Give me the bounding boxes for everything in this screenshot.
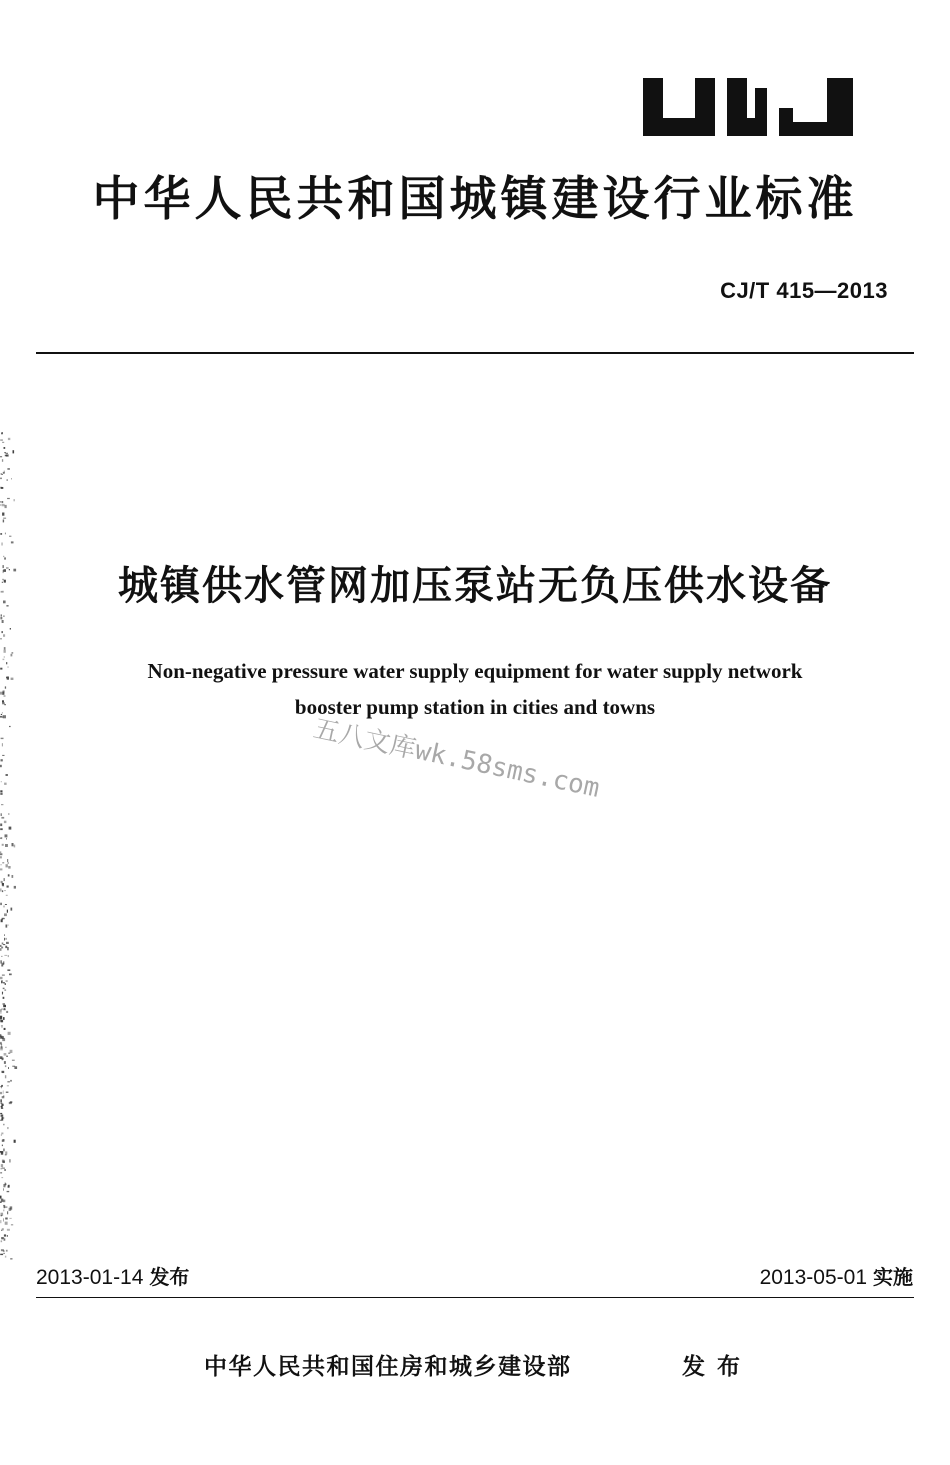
- scan-noise-speck: [3, 616, 5, 617]
- scan-noise-speck: [5, 505, 7, 508]
- scan-noise-speck: [0, 824, 2, 827]
- scan-noise-speck: [2, 582, 3, 583]
- scan-noise-speck: [6, 1056, 8, 1057]
- scan-noise-speck: [3, 961, 4, 964]
- scan-noise-speck: [0, 692, 1, 695]
- scan-noise-speck: [5, 533, 6, 535]
- scan-noise-speck: [1, 1115, 4, 1117]
- scan-noise-speck: [0, 790, 2, 792]
- scan-noise-speck: [11, 478, 12, 479]
- implementation-date-label: 实施: [873, 1265, 913, 1289]
- scan-noise-speck: [9, 827, 12, 830]
- scan-noise-speck: [1, 947, 3, 949]
- scan-noise-speck: [4, 447, 6, 449]
- scan-noise-speck: [7, 1127, 8, 1129]
- scan-noise-speck: [4, 1207, 7, 1208]
- scan-noise-speck: [7, 1235, 8, 1237]
- scan-noise-speck: [6, 1092, 9, 1094]
- scan-noise-speck: [9, 974, 12, 976]
- scan-noise-speck: [3, 659, 5, 660]
- scan-noise-speck: [6, 662, 7, 664]
- scan-noise-speck: [1, 1008, 4, 1009]
- scan-noise-speck: [2, 513, 4, 516]
- scan-noise-speck: [3, 601, 6, 604]
- scan-noise-speck: [2, 755, 4, 756]
- scan-noise-speck: [0, 533, 2, 535]
- scan-noise-speck: [1, 956, 2, 957]
- scan-noise-speck: [5, 1075, 6, 1078]
- scan-noise-speck: [0, 504, 1, 506]
- scan-noise-speck: [2, 501, 4, 503]
- scan-noise-speck: [1, 804, 3, 805]
- scan-noise-speck: [4, 821, 7, 823]
- scan-noise-speck: [12, 843, 14, 846]
- scan-noise-speck: [0, 1220, 1, 1223]
- scan-noise-speck: [2, 1036, 4, 1039]
- scan-noise-speck: [1, 881, 3, 883]
- scan-noise-speck: [2, 1161, 5, 1164]
- scan-noise-speck: [2, 432, 3, 433]
- scan-noise-speck: [0, 793, 2, 795]
- scan-noise-speck: [5, 1183, 6, 1186]
- scan-noise-speck: [2, 442, 4, 443]
- scan-noise-speck: [0, 1120, 1, 1121]
- scan-noise-speck: [3, 1003, 6, 1004]
- scan-noise-speck: [9, 569, 10, 570]
- scan-noise-speck: [2, 459, 3, 462]
- scan-noise-speck: [6, 677, 7, 679]
- scan-noise-speck: [0, 765, 2, 767]
- scan-noise-speck: [0, 1196, 1, 1197]
- bottom-divider: [36, 1297, 914, 1298]
- publisher-name: 中华人民共和国住房和城乡建设部: [204, 1354, 572, 1380]
- scan-noise-speck: [2, 702, 5, 704]
- scan-noise-speck: [9, 536, 11, 537]
- scan-noise-speck: [5, 453, 8, 454]
- scan-noise-speck: [2, 1096, 5, 1098]
- scan-noise-speck: [5, 983, 6, 985]
- scan-noise-speck: [7, 468, 9, 470]
- scan-noise-speck: [1, 1230, 2, 1231]
- scan-noise-speck: [4, 580, 6, 583]
- scan-noise-speck: [0, 853, 2, 855]
- scan-noise-speck: [5, 938, 6, 940]
- scan-noise-speck: [3, 569, 6, 572]
- scan-noise-speck: [0, 828, 3, 830]
- scan-noise-speck: [14, 845, 16, 848]
- scan-noise-speck: [2, 692, 4, 695]
- scan-noise-speck: [10, 1258, 12, 1260]
- scan-noise-speck: [1, 714, 2, 715]
- scan-noise-speck: [6, 980, 8, 981]
- scan-noise-speck: [7, 1081, 9, 1083]
- scan-noise-speck: [13, 569, 16, 572]
- scan-noise-speck: [3, 715, 6, 718]
- scan-noise-speck: [1, 1177, 3, 1178]
- standard-number: CJ/T 415—2013: [720, 278, 888, 303]
- scan-noise-speck: [12, 1066, 15, 1067]
- scan-noise-speck: [10, 628, 11, 629]
- scan-noise-speck: [7, 910, 8, 913]
- scan-noise-speck: [1, 1036, 2, 1038]
- scan-noise-speck: [0, 903, 2, 905]
- scan-noise-speck: [1, 1168, 3, 1169]
- scan-noise-speck: [4, 1124, 5, 1126]
- scan-noise-speck: [3, 1149, 4, 1152]
- scan-noise-speck: [1, 1103, 3, 1104]
- scan-noise-speck: [6, 925, 8, 928]
- scan-noise-speck: [12, 875, 14, 878]
- scan-noise-speck: [14, 886, 16, 889]
- scan-noise-speck: [1, 1240, 2, 1242]
- scan-noise-speck: [2, 504, 5, 506]
- scan-noise-speck: [7, 479, 8, 481]
- scan-noise-speck: [7, 1085, 9, 1086]
- scan-noise-speck: [5, 1218, 8, 1220]
- scan-noise-speck: [1, 614, 2, 616]
- scan-noise-speck: [0, 501, 1, 502]
- scan-noise-speck: [5, 834, 8, 837]
- scan-noise-speck: [2, 862, 4, 864]
- scan-noise-speck: [9, 1218, 11, 1219]
- scan-noise-speck: [2, 1168, 5, 1169]
- scan-noise-speck: [0, 638, 1, 640]
- scan-noise-speck: [0, 440, 3, 441]
- scan-noise-speck: [0, 668, 2, 670]
- scan-noise-speck: [1, 759, 3, 761]
- issue-date-label: 发布: [149, 1265, 190, 1289]
- scan-noise-speck: [12, 1060, 15, 1061]
- scan-noise-speck: [12, 652, 14, 653]
- scan-noise-speck: [3, 518, 6, 519]
- scan-noise-speck: [6, 774, 8, 776]
- scan-noise-speck: [10, 1206, 13, 1209]
- scan-noise-speck: [4, 783, 7, 785]
- scan-noise-speck: [5, 904, 7, 905]
- scan-noise-speck: [2, 712, 3, 713]
- industry-standard-title: 中华人民共和国城镇建设行业标准: [92, 172, 858, 227]
- scan-noise-speck: [1, 1085, 3, 1087]
- scan-noise-speck: [1, 1107, 3, 1108]
- scan-noise-speck: [4, 890, 5, 891]
- scan-noise-speck: [11, 654, 13, 657]
- scan-noise-speck: [13, 450, 15, 453]
- scan-noise-speck: [2, 743, 3, 746]
- scan-noise-speck: [5, 844, 8, 847]
- scan-noise-speck: [1, 1133, 3, 1135]
- scan-noise-speck: [6, 864, 8, 867]
- scan-noise-speck: [8, 813, 9, 815]
- scan-noise-speck: [9, 1159, 11, 1162]
- top-divider: [36, 352, 914, 354]
- scan-noise-speck: [4, 650, 6, 653]
- scan-noise-speck: [1, 1134, 2, 1136]
- scan-noise-speck: [1, 631, 3, 633]
- scan-noise-speck: [1, 1164, 3, 1167]
- scan-noise-speck: [3, 1200, 6, 1203]
- scan-noise-speck: [1, 1213, 4, 1216]
- scan-noise-speck: [5, 1151, 7, 1154]
- scan-noise-speck: [2, 620, 4, 623]
- document-title-english-line-1: Non-negative pressure water supply equipment for water supply network: [147, 659, 803, 683]
- scan-noise-speck: [4, 1028, 6, 1030]
- scan-noise-speck: [6, 1011, 8, 1013]
- scan-noise-speck: [4, 934, 5, 935]
- scan-noise-speck: [4, 1234, 6, 1236]
- scan-noise-speck: [1, 817, 4, 819]
- scan-noise-speck: [7, 886, 9, 888]
- scan-noise-speck: [7, 1229, 10, 1231]
- scan-noise-speck: [4, 1169, 6, 1170]
- scan-noise-speck: [3, 1250, 5, 1252]
- scan-noise-speck: [4, 913, 7, 916]
- scan-noise-speck: [1, 1104, 3, 1106]
- scan-noise-speck: [5, 1006, 6, 1007]
- scan-noise-speck: [5, 1222, 8, 1225]
- issue-date-value: 2013-01-14: [36, 1266, 144, 1289]
- scan-noise-speck: [2, 943, 4, 945]
- scan-noise-speck: [5, 946, 7, 948]
- scan-noise-speck: [0, 1099, 2, 1102]
- watermark: 五八文库wk.58sms.com: [310, 713, 603, 804]
- scan-edge-noise: [0, 430, 22, 1260]
- scan-noise-speck: [4, 704, 6, 705]
- scan-noise-speck: [8, 874, 10, 876]
- scan-noise-speck: [2, 1145, 3, 1147]
- scan-noise-speck: [3, 556, 4, 557]
- scan-noise-speck: [3, 918, 5, 919]
- publish-label: 发布: [682, 1354, 752, 1380]
- scan-noise-speck: [2, 886, 4, 887]
- scan-noise-speck: [7, 1211, 8, 1214]
- scan-noise-speck: [0, 1172, 2, 1173]
- scan-noise-speck: [0, 716, 2, 718]
- scan-noise-speck: [3, 1218, 4, 1221]
- scan-noise-speck: [1, 738, 4, 739]
- scan-noise-speck: [0, 617, 2, 620]
- scan-noise-speck: [4, 1238, 6, 1240]
- scan-noise-speck: [4, 557, 6, 559]
- scan-noise-speck: [3, 634, 5, 637]
- scan-noise-speck: [8, 863, 10, 864]
- scan-noise-speck: [1, 1237, 3, 1239]
- scan-noise-speck: [3, 565, 4, 568]
- scan-noise-speck: [7, 498, 10, 499]
- scan-noise-speck: [4, 656, 5, 658]
- scan-noise-speck: [2, 474, 3, 475]
- scan-noise-speck: [4, 938, 5, 941]
- scan-noise-speck: [2, 1117, 4, 1120]
- scan-noise-speck: [1, 813, 3, 816]
- scan-noise-speck: [7, 969, 10, 971]
- scan-noise-speck: [11, 908, 13, 911]
- scan-noise-speck: [1, 864, 2, 865]
- scan-noise-speck: [6, 895, 8, 896]
- scan-noise-speck: [8, 1067, 9, 1069]
- cj-logo: [643, 78, 853, 136]
- scan-noise-speck: [8, 924, 9, 925]
- scan-noise-speck: [9, 1102, 12, 1104]
- scan-noise-speck: [3, 472, 5, 474]
- scan-noise-speck: [0, 1011, 1, 1014]
- scan-noise-speck: [3, 1210, 4, 1212]
- scan-noise-speck: [9, 726, 10, 727]
- scan-noise-speck: [0, 478, 1, 480]
- scan-noise-speck: [5, 1047, 7, 1048]
- scan-noise-speck: [5, 1065, 6, 1067]
- scan-noise-speck: [4, 1061, 6, 1064]
- scan-noise-speck: [2, 980, 3, 983]
- scan-noise-speck: [3, 982, 5, 983]
- scan-noise-speck: [0, 1048, 3, 1051]
- scan-noise-speck: [1, 1151, 4, 1153]
- scan-noise-speck: [0, 1018, 1, 1020]
- scan-noise-speck: [2, 844, 4, 846]
- scan-noise-speck: [1, 591, 3, 593]
- scan-noise-speck: [1, 965, 3, 967]
- scan-noise-speck: [3, 944, 5, 945]
- scan-noise-speck: [2, 1072, 4, 1073]
- scan-noise-speck: [4, 955, 7, 956]
- document-title-chinese: 城镇供水管网加压泵站无负压供水设备: [118, 563, 832, 609]
- scan-noise-speck: [3, 1139, 5, 1142]
- scan-noise-speck: [10, 1050, 13, 1053]
- scan-noise-speck: [3, 997, 5, 999]
- scan-noise-speck: [1, 1044, 2, 1047]
- scan-noise-speck: [8, 866, 10, 869]
- scan-noise-speck: [5, 455, 8, 457]
- scan-noise-speck: [0, 851, 1, 853]
- scan-noise-speck: [1, 781, 2, 782]
- scan-noise-speck: [1, 487, 3, 489]
- scan-noise-speck: [4, 1053, 7, 1056]
- scan-noise-speck: [3, 1253, 5, 1254]
- scan-noise-speck: [7, 947, 8, 950]
- scan-noise-speck: [4, 647, 6, 650]
- scan-noise-speck: [0, 838, 2, 839]
- scan-noise-speck: [0, 1201, 2, 1203]
- scan-noise-speck: [1, 1108, 3, 1109]
- scan-noise-speck: [1, 543, 2, 546]
- scan-noise-speck: [1, 919, 3, 922]
- scan-noise-speck: [3, 1188, 4, 1190]
- scan-noise-speck: [7, 667, 9, 668]
- implementation-date: [760, 1263, 913, 1292]
- scan-noise-speck: [14, 499, 15, 501]
- scan-noise-speck: [4, 1008, 6, 1010]
- scan-noise-speck: [0, 977, 3, 979]
- scan-noise-speck: [4, 906, 5, 908]
- scan-noise-speck: [0, 868, 2, 870]
- scan-noise-speck: [4, 696, 6, 697]
- scan-noise-speck: [0, 456, 2, 457]
- scan-noise-speck: [14, 1140, 16, 1143]
- scan-noise-speck: [6, 942, 9, 944]
- scan-noise-speck: [3, 1205, 5, 1206]
- scan-noise-speck: [3, 1017, 5, 1020]
- implementation-date-value: 2013-05-01: [759, 1266, 867, 1289]
- scan-noise-speck: [0, 856, 2, 858]
- scan-noise-speck: [0, 888, 1, 891]
- scan-noise-speck: [1, 1026, 3, 1027]
- scan-noise-speck: [8, 438, 10, 440]
- scan-noise-speck: [11, 1224, 13, 1225]
- document-title-english-line-2: booster pump station in cities and towns: [294, 695, 656, 719]
- scan-noise-speck: [2, 883, 4, 886]
- scan-noise-speck: [0, 948, 2, 951]
- scan-noise-speck: [8, 1185, 9, 1187]
- scan-noise-speck: [2, 890, 3, 892]
- scan-noise-speck: [0, 1092, 2, 1094]
- scan-noise-speck: [3, 988, 5, 989]
- scan-noise-speck: [2, 992, 3, 994]
- scan-noise-speck: [7, 1191, 10, 1192]
- scan-noise-speck: [4, 989, 6, 990]
- scan-noise-speck: [2, 700, 4, 702]
- scan-noise-speck: [4, 878, 5, 881]
- scan-noise-speck: [6, 567, 9, 568]
- scan-noise-speck: [10, 1080, 12, 1082]
- scan-noise-speck: [2, 975, 5, 976]
- scan-noise-speck: [3, 520, 4, 523]
- scan-noise-speck: [11, 678, 14, 680]
- scan-noise-speck: [0, 1254, 3, 1255]
- scan-noise-speck: [7, 859, 8, 862]
- scan-noise-speck: [8, 1032, 11, 1035]
- issue-date: [36, 1263, 189, 1292]
- scan-noise-speck: [11, 541, 14, 543]
- scan-noise-speck: [3, 570, 4, 573]
- scan-noise-speck: [0, 1113, 2, 1114]
- scan-noise-speck: [3, 1091, 4, 1094]
- scan-noise-speck: [3, 579, 4, 580]
- scan-noise-speck: [8, 955, 9, 957]
- scan-noise-speck: [6, 1250, 8, 1252]
- scan-noise-speck: [5, 1256, 6, 1258]
- scan-noise-speck: [6, 605, 8, 606]
- scan-noise-speck: [0, 1056, 3, 1059]
- scan-noise-speck: [0, 945, 1, 947]
- scan-noise-speck: [6, 838, 7, 839]
- scan-noise-speck: [5, 686, 6, 688]
